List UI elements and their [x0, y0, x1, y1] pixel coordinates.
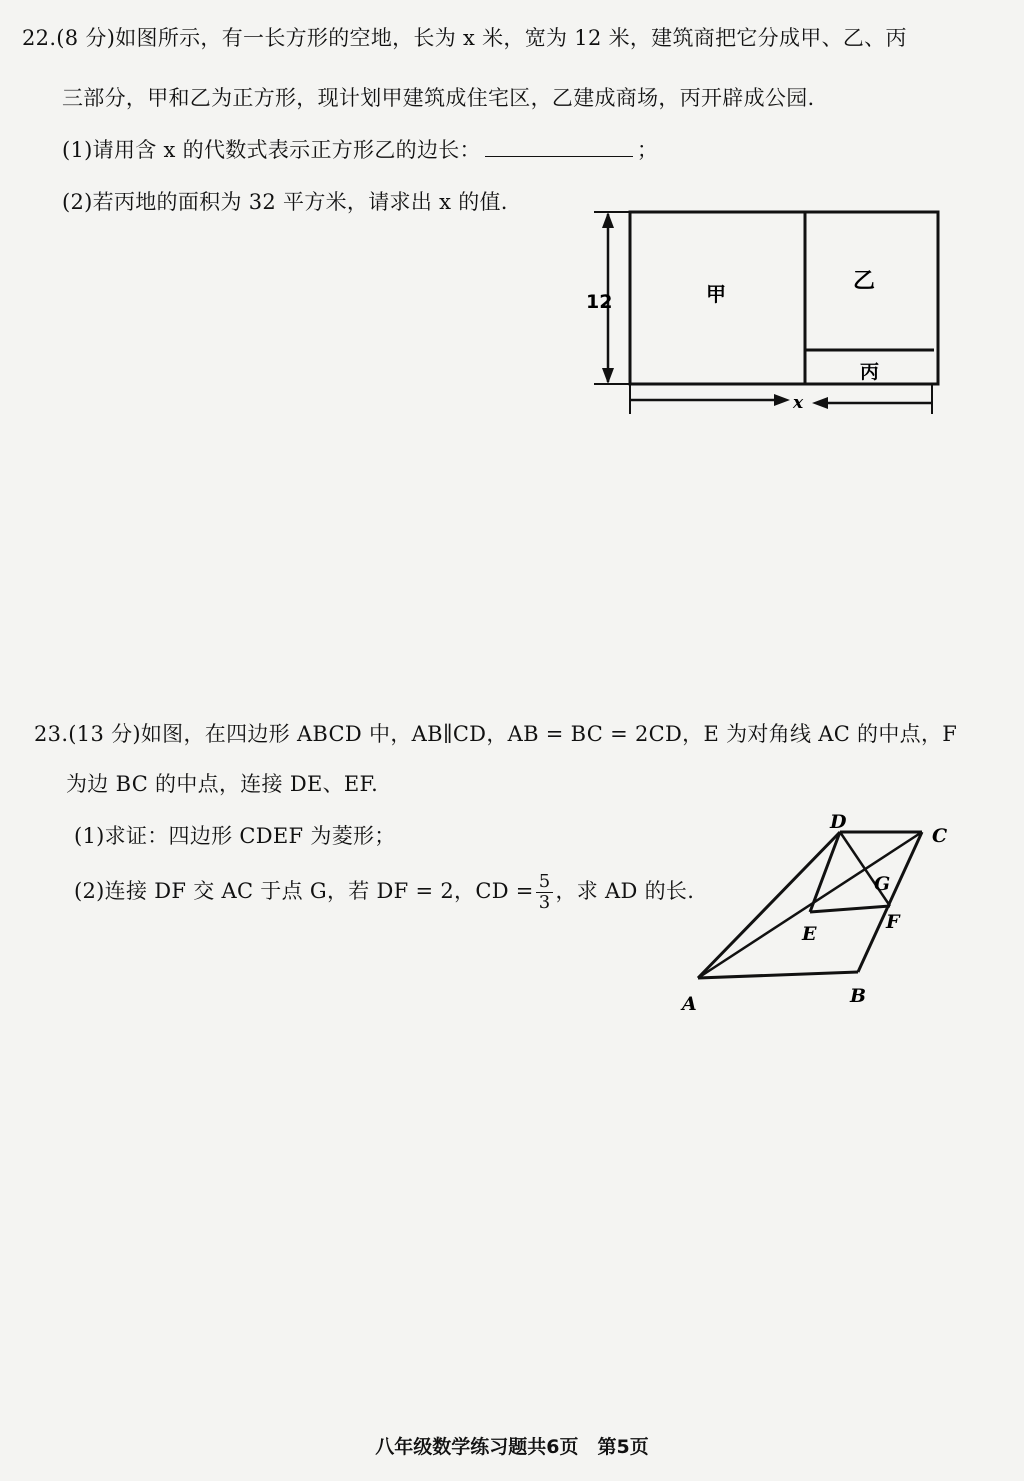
height-arrowhead-down: [602, 368, 614, 384]
answer-blank: [485, 138, 633, 157]
q23-part2-text: (2)连接 DF 交 AC 于点 G，若 DF = 2，CD =: [74, 879, 534, 903]
point-B-label: B: [850, 985, 867, 1007]
height-arrowhead-up: [602, 212, 614, 228]
q22-heading-cont: 三部分，甲和乙为正方形，现计划甲建筑成住宅区，乙建成商场，丙开辟成公园.: [62, 86, 815, 110]
segment-DE: [810, 832, 840, 912]
region-yi-label: 乙: [853, 269, 876, 294]
q23-heading: 23.(13 分)如图，在四边形 ABCD 中，AB∥CD，AB = BC = 2CD，E 为对角线 AC 的中点，F: [34, 722, 958, 746]
segment-AB: [698, 972, 858, 978]
fraction-numerator: 5: [536, 872, 554, 893]
point-C-label: C: [932, 825, 948, 847]
segment-DA: [698, 832, 840, 978]
land-rectangle: [630, 212, 938, 384]
q23-part1: (1)求证：四边形 CDEF 为菱形；: [74, 824, 396, 848]
segment-EF: [810, 906, 890, 912]
q23-figure: [680, 810, 970, 1020]
point-A-label: A: [682, 993, 697, 1015]
q22-part1-text: (1)请用含 x 的代数式表示正方形乙的边长：: [62, 138, 481, 162]
point-G-label: G: [874, 873, 891, 895]
q23-heading-cont: 为边 BC 的中点，连接 DE、EF.: [66, 772, 379, 796]
region-jia-label: 甲: [706, 282, 726, 306]
q22-part2: (2)若丙地的面积为 32 平方米，请求出 x 的值.: [62, 190, 508, 214]
q23-part2: [74, 872, 694, 913]
height-label: 12: [586, 291, 613, 313]
page-footer: 八年级数学练习题共6页 第5页: [375, 1436, 649, 1458]
q22-part1: [62, 134, 658, 164]
length-arrowhead-left: [812, 397, 828, 409]
length-arrowhead-right: [774, 394, 790, 406]
point-D-label: D: [830, 811, 847, 833]
q23-part2-end: ，求 AD 的长.: [555, 879, 695, 903]
point-E-label: E: [802, 923, 817, 945]
point-F-label: F: [886, 911, 900, 933]
region-bing-label: 丙: [860, 361, 880, 383]
q22-figure: [580, 200, 950, 420]
length-label: x: [793, 393, 804, 413]
q22-part1-end: ；: [636, 138, 659, 162]
q22-heading: 22.(8 分)如图所示，有一长方形的空地，长为 x 米，宽为 12 米，建筑商把它分成甲、乙、丙: [22, 26, 907, 50]
fraction-five-thirds: [536, 872, 554, 913]
fraction-denominator: 3: [538, 892, 551, 913]
